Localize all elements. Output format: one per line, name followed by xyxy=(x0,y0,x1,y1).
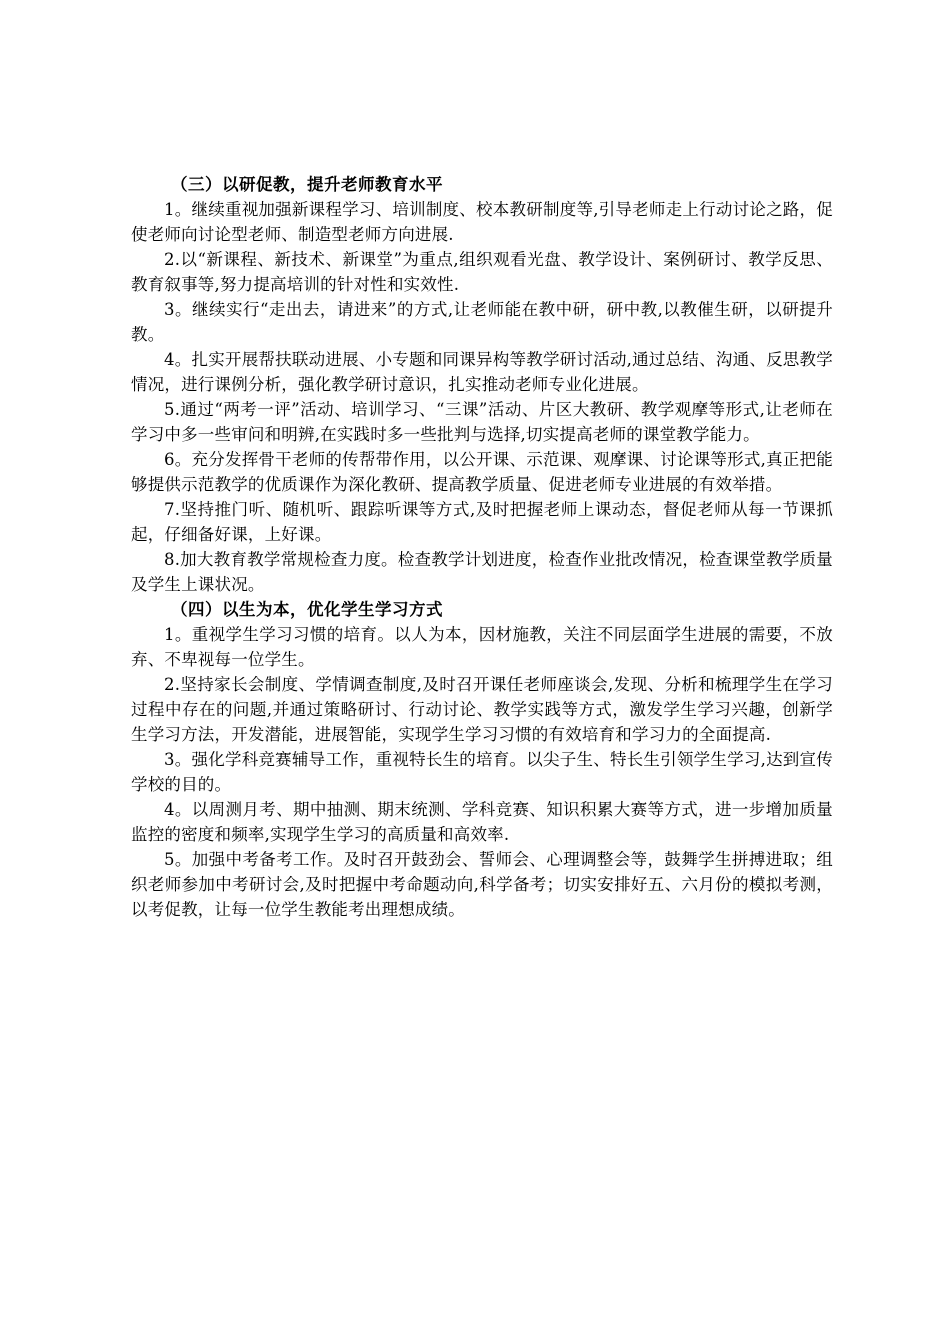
paragraph: 2.以“新课程、新技术、新课堂”为重点,组织观看光盘、教学设计、案例研讨、教学反思、教育叙事等,努力提高培训的针对性和实效性. xyxy=(131,250,833,294)
paragraph: 1。重视学生学习习惯的培育。以人为本，因材施教，关注不同层面学生进展的需要，不放弃、不卑视每一位学生。 xyxy=(131,625,833,669)
section-heading-3: （三）以研促教，提升老师教育水平 xyxy=(171,175,443,194)
paragraph: 1。继续重视加强新课程学习、培训制度、校本教研制度等,引导老师走上行动讨论之路，促使老师向讨论型老师、制造型老师方向进展. xyxy=(131,200,833,244)
document-body xyxy=(131,172,833,922)
paragraph: 4。以周测月考、期中抽测、期末统测、学科竞赛、知识积累大赛等方式，进一步增加质量监控的密度和频率,实现学生学习的高质量和高效率. xyxy=(131,800,833,844)
section-heading-4: （四）以生为本，优化学生学习方式 xyxy=(171,600,443,619)
paragraph: 5.通过“两考一评”活动、培训学习、“三课”活动、片区大教研、教学观摩等形式,让老师在学习中多一些审问和明辨,在实践时多一些批判与选择,切实提高老师的课堂教学能力。 xyxy=(131,400,833,444)
paragraph: 6。充分发挥骨干老师的传帮带作用，以公开课、示范课、观摩课、讨论课等形式,真正把能够提供示范教学的优质课作为深化教研、提高教学质量、促进老师专业进展的有效举措。 xyxy=(131,450,833,494)
paragraph: 3。强化学科竞赛辅导工作，重视特长生的培育。以尖子生、特长生引领学生学习,达到宣传学校的目的。 xyxy=(131,750,833,794)
paragraph: 8.加大教育教学常规检查力度。检查教学计划进度，检查作业批改情况，检查课堂教学质量及学生上课状况。 xyxy=(131,550,833,594)
paragraph: 3。继续实行“走出去，请进来”的方式,让老师能在教中研，研中教,以教催生研，以研提升教。 xyxy=(131,300,833,344)
paragraph: 7.坚持推门听、随机听、跟踪听课等方式,及时把握老师上课动态，督促老师从每一节课抓起，仔细备好课，上好课。 xyxy=(131,500,833,544)
paragraph: 2.坚持家长会制度、学情调查制度,及时召开课任老师座谈会,发现、分析和梳理学生在学习过程中存在的问题,并通过策略研讨、行动讨论、教学实践等方式，激发学生学习兴趣，创新学生学习方法，开发潜能，进展智能，实现学生学习习惯的有效培育和学习力的全面提高. xyxy=(131,675,833,744)
paragraph: 4。扎实开展帮扶联动进展、小专题和同课异构等教学研讨活动,通过总结、沟通、反思教学情况，进行课例分析，强化教学研讨意识，扎实推动老师专业化进展。 xyxy=(131,350,833,394)
paragraph: 5。加强中考备考工作。及时召开鼓劲会、誓师会、心理调整会等，鼓舞学生拼搏进取；组织老师参加中考研讨会,及时把握中考命题动向,科学备考；切实安排好五、六月份的模拟考测，以考促教，让每一位学生教能考出理想成绩。 xyxy=(131,850,833,919)
